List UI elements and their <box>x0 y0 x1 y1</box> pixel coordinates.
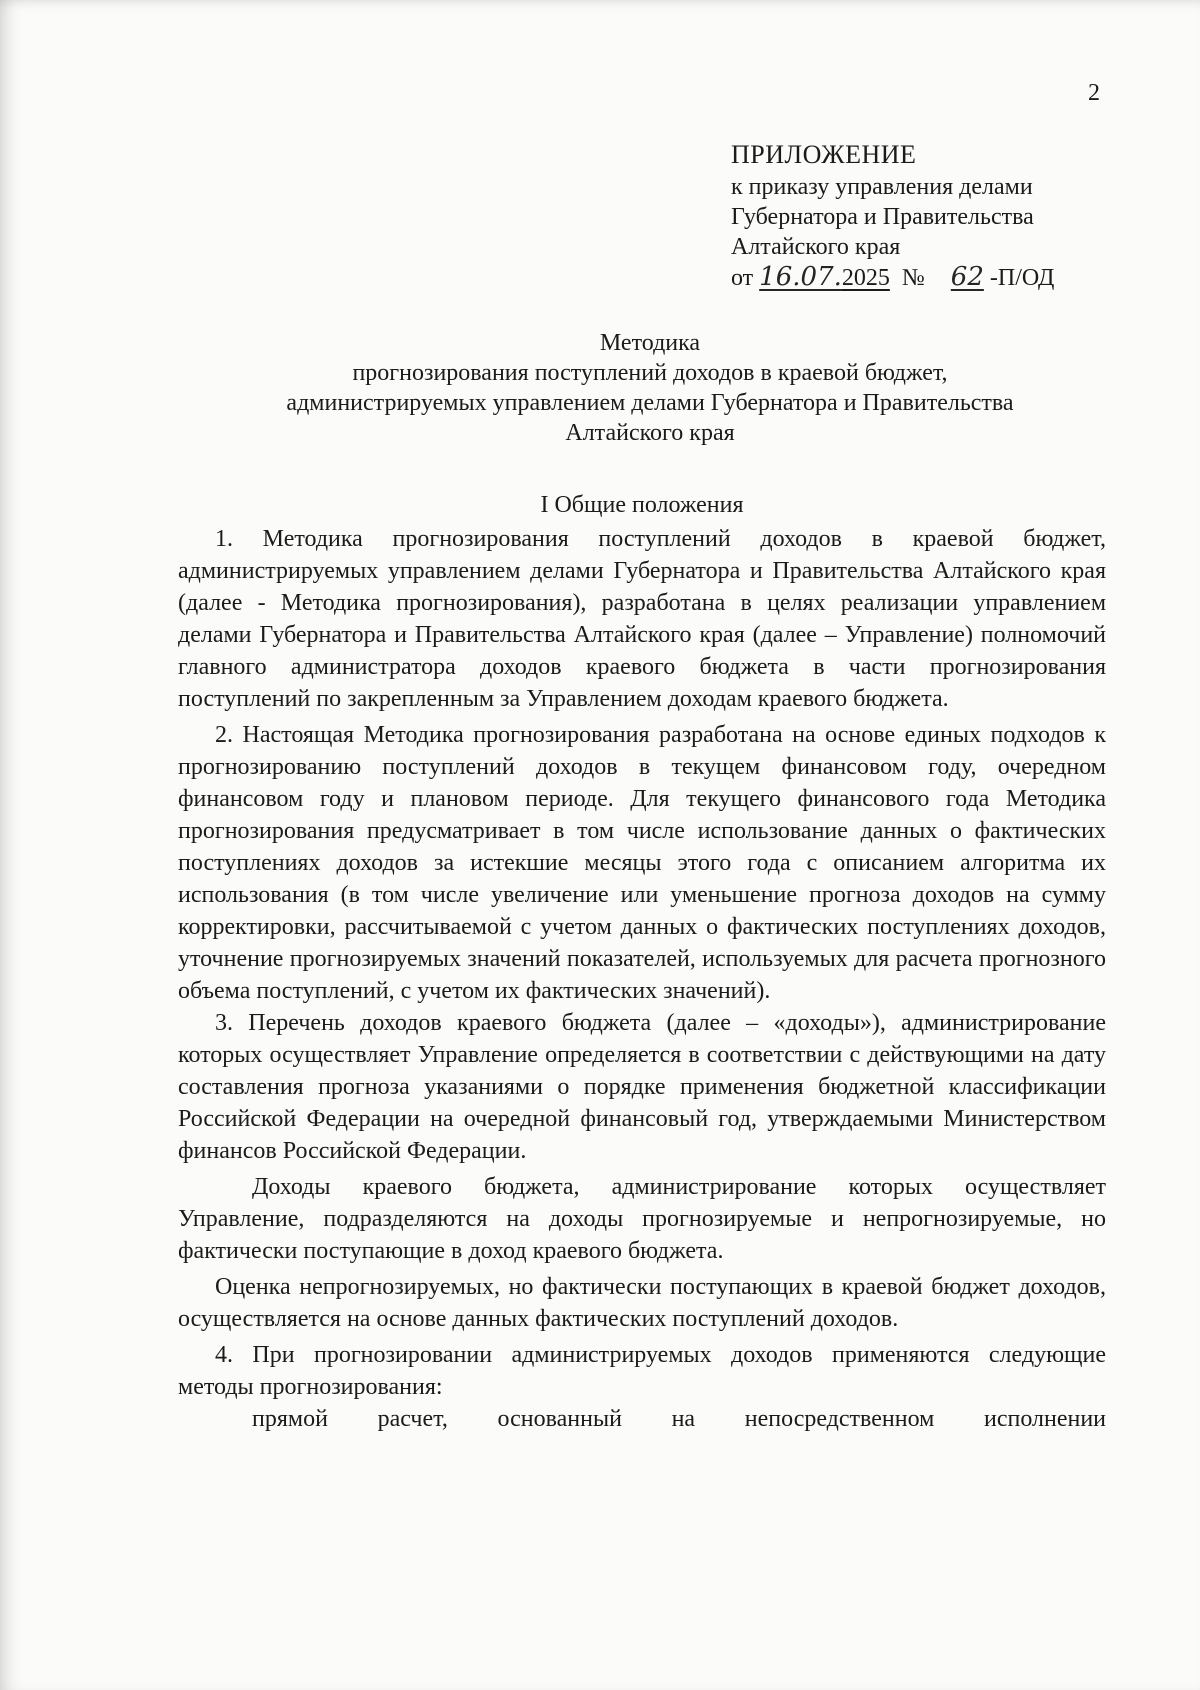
paragraph-4: Доходы краевого бюджета, администрирование которых осуществляет Управление, подразделяются на доходы прогнозируемые и непрогнозируемые, но фактически поступающие в доход краевого бюджета. <box>178 1174 1106 1264</box>
paragraph-2: 2. Настоящая Методика прогнозирования разработана на основе единых подходов к прогнозированию поступлений доходов в текущем финансовом году, очередном финансовом году и плановом периоде. Для текущего финансового года Методика прогнозирования предусматривает в том числе использование данных о фактических поступлениях доходов за истекшие месяцы этого года с описанием алгоритма их использования (в том числе увеличение или уменьшение прогноза доходов на сумму корректировки, рассчитываемой с учетом данных о фактических поступлениях доходов, уточнение прогнозируемых значений показателей, используемых для расчета прогнозного объема поступлений, с учетом их фактических значений). <box>178 722 1106 1004</box>
title-line: Алтайского края <box>565 420 735 446</box>
number-prefix: № <box>901 265 925 291</box>
page-number: 2 <box>1088 80 1100 106</box>
document-body <box>178 489 1106 1435</box>
paragraph-3: 3. Перечень доходов краевого бюджета (далее – «доходы»), администрирование которых осуществляет Управление определяется в соответствии с действующими на дату составления прогноза указаниями о порядке применения бюджетной классификации Российской Федерации на очередной финансовый год, утверждаемыми Министерством финансов Российской Федерации. <box>178 1010 1106 1164</box>
section-heading: I Общие положения <box>540 492 744 518</box>
document-title <box>190 328 1110 448</box>
date-year: 2025 <box>841 265 890 291</box>
handwritten-date: 16.07. <box>759 262 842 292</box>
appendix-heading: ПРИЛОЖЕНИЕ <box>731 140 917 169</box>
appendix-block <box>731 140 1131 293</box>
title-line: администрируемых управлением делами Губернатора и Правительства <box>286 390 1014 416</box>
handwritten-number: 62 <box>950 262 984 292</box>
appendix-date-line <box>731 262 1131 293</box>
date-prefix: от <box>731 265 754 291</box>
paragraph-5: Оценка непрогнозируемых, но фактически поступающих в краевой бюджет доходов, осуществляется на основе данных фактических поступлений доходов. <box>178 1274 1106 1332</box>
paragraph-1: 1. Методика прогнозирования поступлений доходов в краевой бюджет, администрируемых управлением делами Губернатора и Правительства Алтайского края (далее - Методика прогнозирования), разработана в целях реализации управлением делами Губернатора и Правительства Алтайского края (далее – Управление) полномочий главного администратора доходов краевого бюджета в части прогнозирования поступлений по закрепленным за Управлением доходам краевого бюджета. <box>178 526 1106 712</box>
paragraph-7: прямой расчет, основанный на непосредственном исполнении <box>252 1406 1106 1432</box>
title-line: Методика <box>599 330 701 356</box>
title-line: прогнозирования поступлений доходов в краевой бюджет, <box>352 360 948 386</box>
paragraph-6: 4. При прогнозировании администрируемых доходов применяются следующие методы прогнозирования: <box>178 1342 1106 1400</box>
appendix-line: к приказу управления делами <box>731 174 1033 200</box>
number-suffix: -П/ОД <box>989 265 1055 291</box>
appendix-line: Алтайского края <box>731 234 901 260</box>
appendix-line: Губернатора и Правительства <box>731 204 1034 230</box>
